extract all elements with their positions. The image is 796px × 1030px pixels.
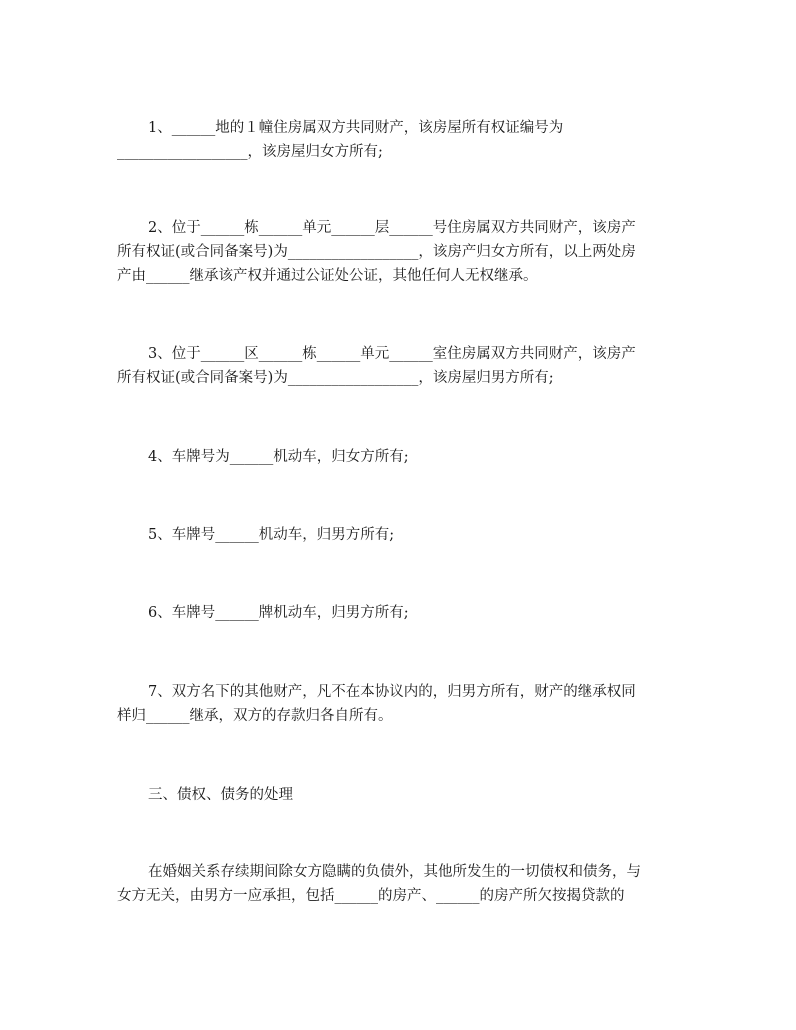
paragraph-debts-line-2: 女方无关，由男方一应承担，包括______的房产、______的房产所欠按揭贷款的 — [117, 888, 625, 904]
paragraph-7 — [117, 680, 689, 728]
section-heading-debts — [148, 783, 293, 807]
paragraph-6-line-1: 6、车牌号______牌机动车，归男方所有; — [148, 605, 409, 621]
paragraph-7-line-1: 7、双方名下的其他财产，凡不在本协议内的，归男方所有，财产的继承权同 — [148, 684, 636, 700]
paragraph-2 — [117, 216, 689, 288]
paragraph-1-line-1: 1、______地的１幢住房属双方共同财产，该房屋所有权证编号为 — [148, 120, 564, 136]
paragraph-5-line-1: 5、车牌号______机动车，归男方所有; — [148, 527, 395, 543]
paragraph-4 — [148, 445, 409, 469]
paragraph-1 — [117, 116, 689, 164]
paragraph-6 — [148, 601, 409, 625]
paragraph-2-line-3: 产由______继承该产权并通过公证处公证，其他任何人无权继承。 — [117, 268, 538, 284]
paragraph-2-line-1: 2、位于______栋______单元______层______号住房属双方共同财产，该房产 — [148, 220, 636, 236]
paragraph-2-line-2: 所有权证(或合同备案号)为__________________，该房产归女方所有，以上两处房 — [117, 244, 636, 260]
paragraph-1-line-2: __________________，该房屋归女方所有; — [117, 144, 383, 160]
paragraph-7-line-2: 样归______继承，双方的存款归各自所有。 — [117, 708, 393, 724]
paragraph-3-line-1: 3、位于______区______栋______单元______室住房属双方共同财产，该房产 — [148, 346, 636, 362]
paragraph-4-line-1: 4、车牌号为______机动车，归女方所有; — [148, 449, 409, 465]
paragraph-3 — [117, 342, 689, 390]
paragraph-debts — [117, 860, 689, 908]
paragraph-debts-line-1: 在婚姻关系存续期间除女方隐瞒的负债外，其他所发生的一切债权和债务，与 — [148, 864, 641, 880]
section-heading-text: 三、债权、债务的处理 — [148, 787, 293, 803]
paragraph-5 — [148, 523, 394, 547]
paragraph-3-line-2: 所有权证(或合同备案号)为__________________，该房屋归男方所有; — [117, 370, 554, 386]
